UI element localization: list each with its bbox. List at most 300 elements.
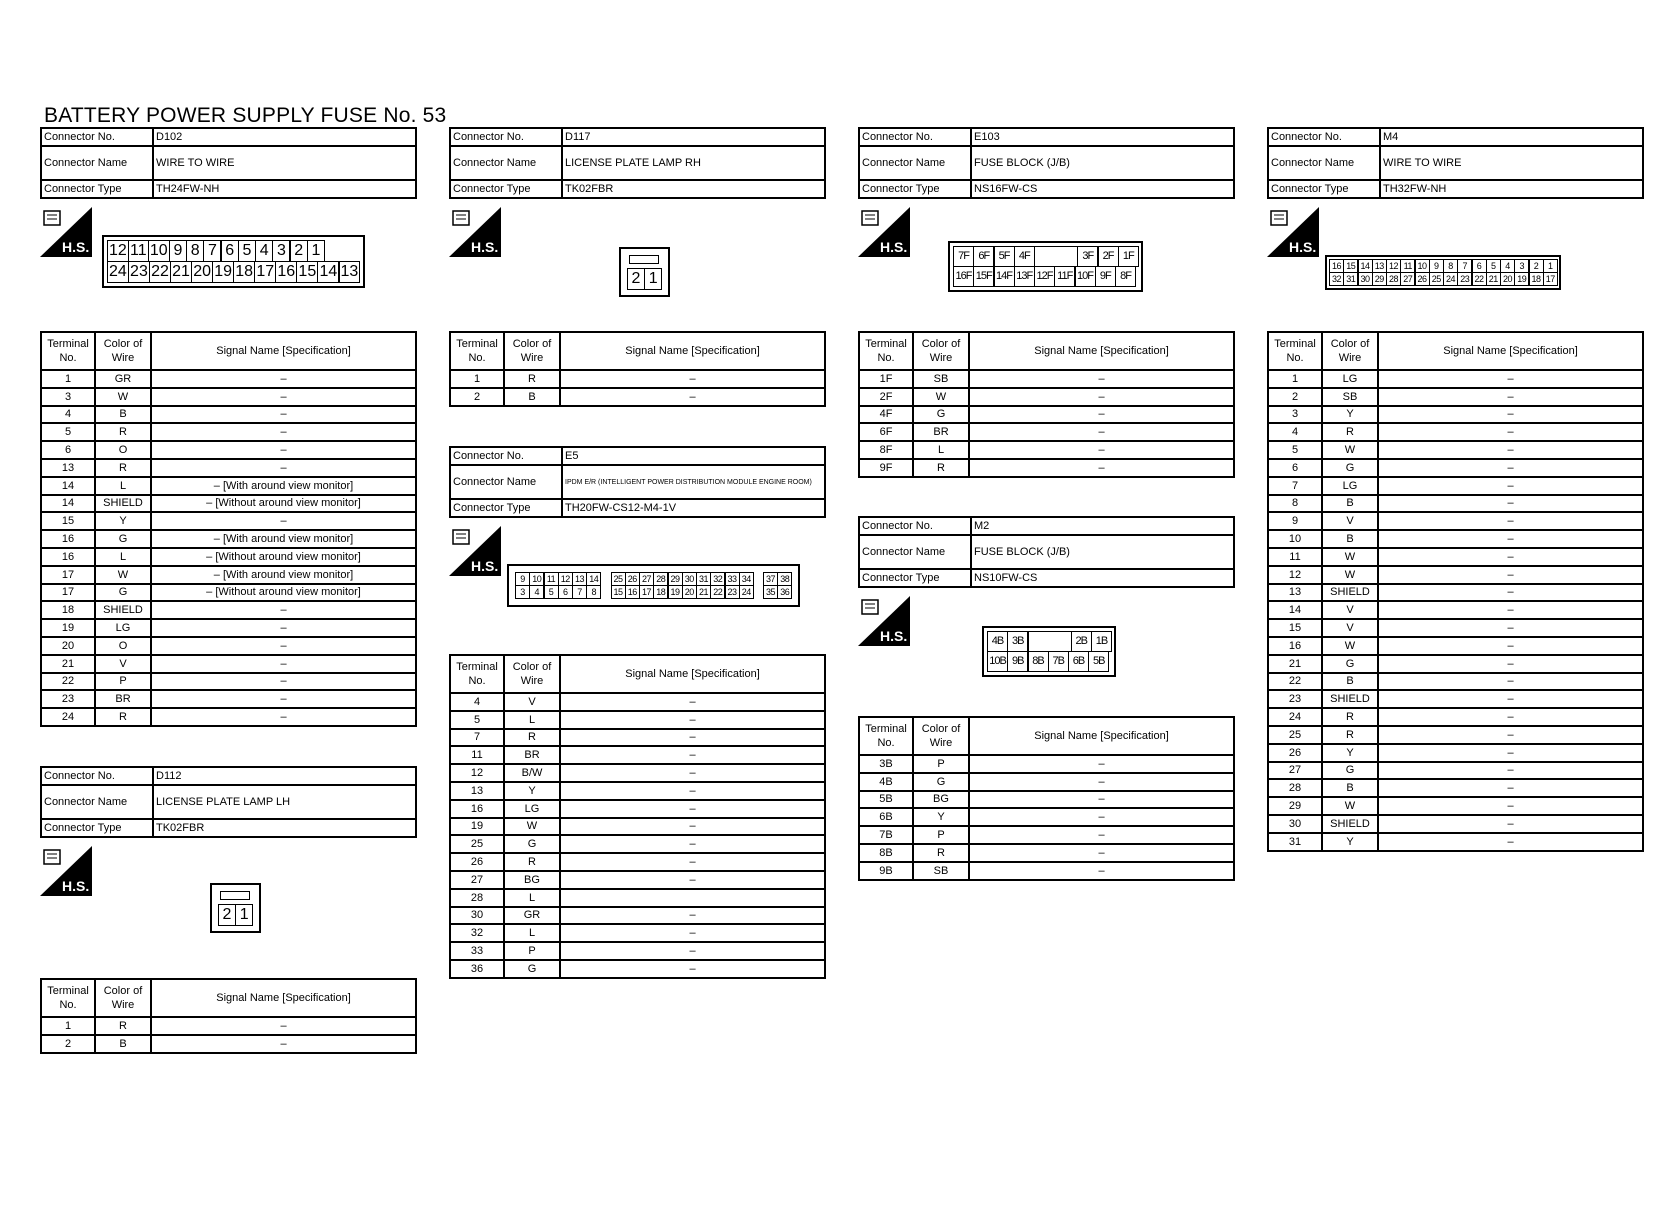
wire-color-cell: B xyxy=(95,406,151,424)
wire-color-cell: W xyxy=(504,818,560,836)
pin-cell: 7B xyxy=(1048,651,1069,672)
table-row xyxy=(41,459,416,477)
wire-color-cell: Y xyxy=(1322,833,1378,851)
wire-color-cell: P xyxy=(504,942,560,960)
wire-color-cell: Y xyxy=(913,808,969,826)
connector-block-m4 xyxy=(1267,127,1644,852)
wire-color-cell: Y xyxy=(1322,406,1378,424)
terminal-no-cell: 17 xyxy=(41,584,95,602)
wire-color-cell: BR xyxy=(504,746,560,764)
terminal-no-cell: 22 xyxy=(1268,673,1322,691)
pin-cell: 27 xyxy=(1400,272,1415,286)
pin-cell: 12F xyxy=(1034,266,1055,287)
table-row xyxy=(41,1035,416,1053)
pin-cell: 22 xyxy=(1472,272,1487,286)
terminal-no-cell: 19 xyxy=(41,619,95,637)
connector-no-label: Connector No. xyxy=(41,128,153,146)
wire-color-cell: BR xyxy=(913,423,969,441)
connector-type-label: Connector Type xyxy=(450,180,562,198)
face-row-bottom xyxy=(107,261,360,282)
connector-name-label: Connector Name xyxy=(1268,146,1380,180)
pin-cell: 17 xyxy=(1543,272,1558,286)
wire-color-cell: R xyxy=(95,708,151,726)
wire-color-cell: R xyxy=(95,1017,151,1035)
hs-label: H.S. xyxy=(471,558,499,574)
pin-cell: 10 xyxy=(529,572,544,586)
pin-cell: 3 xyxy=(272,240,290,262)
connector-no-label: Connector No. xyxy=(41,767,153,785)
pin-cell: 11 xyxy=(128,240,149,262)
connector-no-label: Connector No. xyxy=(859,517,971,535)
pin-cell: 32 xyxy=(710,572,725,586)
face-row-top xyxy=(1329,259,1557,272)
wire-color-cell: BG xyxy=(913,791,969,809)
connector-name-label: Connector Name xyxy=(41,785,153,819)
hs-label: H.S. xyxy=(471,239,499,255)
signal-name-cell: – xyxy=(969,370,1234,388)
wire-color-cell: V xyxy=(504,693,560,711)
face-top-right xyxy=(1077,246,1138,266)
table-row xyxy=(41,477,416,495)
face-row-top xyxy=(987,631,1111,651)
terminal-no-cell: 20 xyxy=(41,637,95,655)
terminal-no-cell: 18 xyxy=(41,601,95,619)
terminal-table-m2 xyxy=(858,716,1235,881)
signal-name-cell: – [With around view monitor] xyxy=(151,477,416,495)
terminal-no-cell: 6F xyxy=(859,423,913,441)
wire-color-cell: GR xyxy=(504,907,560,925)
connector-name-value: FUSE BLOCK (J/B) xyxy=(971,535,1234,569)
connector-face-d117 xyxy=(619,247,670,297)
terminal-no-cell: 9F xyxy=(859,459,913,477)
harness-side-icon xyxy=(1267,207,1319,257)
pin-cell: 26 xyxy=(625,572,640,586)
pin-cell: 2B xyxy=(1071,631,1092,652)
connector-name-value: WIRE TO WIRE xyxy=(153,146,416,180)
signal-name-cell: – xyxy=(969,388,1234,406)
table-row xyxy=(859,755,1234,773)
connector-no-value: M4 xyxy=(1380,128,1643,146)
wire-color-cell: Y xyxy=(95,512,151,530)
connector-no-label: Connector No. xyxy=(450,447,562,465)
connector-face-e5 xyxy=(507,564,800,607)
connector-name-value: WIRE TO WIRE xyxy=(1380,146,1643,180)
pin-cell: 1B xyxy=(1091,631,1112,652)
pin-cell: 14 xyxy=(317,261,339,283)
connector-info-table xyxy=(40,127,417,199)
signal-name-cell: – xyxy=(1378,530,1643,548)
terminal-no-header: Terminal No. xyxy=(1268,332,1322,370)
terminal-no-cell: 16 xyxy=(1268,637,1322,655)
terminal-no-cell: 5 xyxy=(1268,441,1322,459)
table-row xyxy=(41,601,416,619)
pin-cell: 24 xyxy=(739,585,754,599)
signal-name-cell: – xyxy=(1378,388,1643,406)
signal-name-header: Signal Name [Specification] xyxy=(560,655,825,693)
signal-name-cell: – xyxy=(560,835,825,853)
pin-cell: 16 xyxy=(275,261,297,283)
pin-cell: 16 xyxy=(1329,259,1344,273)
wire-color-cell: GR xyxy=(95,370,151,388)
face-row-bottom xyxy=(1329,272,1557,285)
terminal-no-cell: 9B xyxy=(859,862,913,880)
wire-color-cell: R xyxy=(504,729,560,747)
wire-color-cell: G xyxy=(504,835,560,853)
face-row-bottom-b xyxy=(611,585,754,598)
connector-no-label: Connector No. xyxy=(1268,128,1380,146)
connector-name-value: LICENSE PLATE LAMP RH xyxy=(562,146,825,180)
terminal-no-cell: 5 xyxy=(450,711,504,729)
signal-name-cell: – xyxy=(560,729,825,747)
signal-name-header: Signal Name [Specification] xyxy=(151,332,416,370)
pin-cell: 9 xyxy=(169,240,187,262)
terminal-no-cell: 25 xyxy=(450,835,504,853)
wire-color-cell: L xyxy=(504,924,560,942)
terminal-no-cell: 2 xyxy=(450,388,504,406)
table-row xyxy=(41,708,416,726)
wire-color-cell: SHIELD xyxy=(1322,690,1378,708)
connector-info-table xyxy=(858,516,1235,588)
terminal-no-header: Terminal No. xyxy=(859,717,913,755)
connector-no-value: D117 xyxy=(562,128,825,146)
pin-cell: 24 xyxy=(107,261,129,283)
wire-color-cell: L xyxy=(913,441,969,459)
table-row xyxy=(859,826,1234,844)
connector-type-value: TH24FW-NH xyxy=(153,180,416,198)
pin-cell: 3 xyxy=(515,585,530,599)
pin-cell: 7 xyxy=(1457,259,1472,273)
harness-side-icon xyxy=(40,207,92,257)
wire-color-cell: G xyxy=(95,530,151,548)
pin-cell: 4B xyxy=(987,631,1008,652)
table-row xyxy=(450,889,825,907)
pin-cell: 2F xyxy=(1098,246,1119,267)
table-row xyxy=(859,844,1234,862)
terminal-no-cell: 4 xyxy=(1268,423,1322,441)
table-row xyxy=(1268,495,1643,513)
terminal-no-cell: 30 xyxy=(450,907,504,925)
signal-name-cell: – xyxy=(151,655,416,673)
table-row xyxy=(859,370,1234,388)
table-row xyxy=(1268,673,1643,691)
table-row xyxy=(1268,370,1643,388)
table-row xyxy=(1268,566,1643,584)
harness-side-icon xyxy=(40,846,92,896)
wire-color-cell: SHIELD xyxy=(1322,815,1378,833)
pin-cell: 11F xyxy=(1054,266,1075,287)
pin-cell: 14 xyxy=(1358,259,1373,273)
harness-side-icon xyxy=(858,207,910,257)
wire-color-cell: SB xyxy=(1322,388,1378,406)
signal-name-cell: – xyxy=(1378,637,1643,655)
signal-name-cell: – xyxy=(560,764,825,782)
terminal-no-cell: 5B xyxy=(859,791,913,809)
terminal-no-cell: 28 xyxy=(1268,779,1322,797)
signal-name-cell: – xyxy=(1378,779,1643,797)
table-row xyxy=(1268,619,1643,637)
table-row xyxy=(450,924,825,942)
wire-color-cell: LG xyxy=(504,800,560,818)
wire-color-cell: L xyxy=(95,548,151,566)
table-row xyxy=(41,530,416,548)
table-row xyxy=(450,729,825,747)
latch-slot xyxy=(220,891,250,900)
pin-cell: 2 xyxy=(627,268,645,290)
wire-color-cell: R xyxy=(95,459,151,477)
terminal-no-cell: 2F xyxy=(859,388,913,406)
color-of-wire-header: Color of Wire xyxy=(1322,332,1378,370)
signal-name-cell: – xyxy=(969,862,1234,880)
wire-color-cell: R xyxy=(504,370,560,388)
table-row xyxy=(450,370,825,388)
connector-block-m2 xyxy=(858,516,1235,881)
terminal-no-cell: 24 xyxy=(41,708,95,726)
signal-name-cell: – xyxy=(1378,406,1643,424)
table-row xyxy=(41,441,416,459)
connector-type-label: Connector Type xyxy=(859,180,971,198)
signal-name-cell: – xyxy=(1378,744,1643,762)
wire-color-cell: Y xyxy=(504,782,560,800)
signal-name-cell: – xyxy=(969,441,1234,459)
pin-cell: 9B xyxy=(1007,651,1028,672)
signal-name-cell: – xyxy=(560,693,825,711)
signal-name-cell: – xyxy=(1378,495,1643,513)
table-row xyxy=(41,388,416,406)
connector-block-e5 xyxy=(449,446,826,979)
table-row xyxy=(41,584,416,602)
connector-info-table xyxy=(858,127,1235,199)
terminal-no-cell: 15 xyxy=(41,512,95,530)
terminal-no-cell: 2 xyxy=(1268,388,1322,406)
terminal-no-cell: 27 xyxy=(450,871,504,889)
wire-color-cell: SB xyxy=(913,370,969,388)
terminal-no-cell: 6 xyxy=(1268,459,1322,477)
face-row-top xyxy=(953,246,1138,266)
table-row xyxy=(1268,797,1643,815)
pin-cell: 19 xyxy=(212,261,234,283)
pin-cell: 27 xyxy=(639,572,654,586)
pin-cell: 5B xyxy=(1088,651,1109,672)
wire-color-cell: B xyxy=(504,388,560,406)
table-row xyxy=(1268,690,1643,708)
color-of-wire-header: Color of Wire xyxy=(913,332,969,370)
table-row xyxy=(450,711,825,729)
table-row xyxy=(1268,637,1643,655)
signal-name-cell: – xyxy=(151,1017,416,1035)
table-row xyxy=(1268,388,1643,406)
table-row xyxy=(41,566,416,584)
wire-color-cell: R xyxy=(1322,423,1378,441)
terminal-no-cell: 1 xyxy=(1268,370,1322,388)
terminal-no-cell: 7 xyxy=(450,729,504,747)
pin-cell: 8 xyxy=(186,240,204,262)
wire-color-cell: LG xyxy=(95,619,151,637)
harness-side-icon xyxy=(449,207,501,257)
pin-cell: 15 xyxy=(1343,259,1358,273)
pin-cell: 18 xyxy=(653,585,668,599)
table-row xyxy=(859,808,1234,826)
connector-no-value: E5 xyxy=(562,447,825,465)
signal-name-cell: – xyxy=(151,690,416,708)
pin-cell: 3B xyxy=(1007,631,1028,652)
pin-cell: 14F xyxy=(994,266,1015,287)
face-row-top-a xyxy=(515,572,601,585)
signal-name-cell: – xyxy=(1378,673,1643,691)
connector-name-value: IPDM E/R (INTELLIGENT POWER DISTRIBUTION MODULE ENGINE ROOM) xyxy=(562,465,825,499)
terminal-no-cell: 8B xyxy=(859,844,913,862)
pin-cell: 12 xyxy=(558,572,573,586)
table-row xyxy=(450,764,825,782)
terminal-no-cell: 11 xyxy=(450,746,504,764)
terminal-no-cell: 26 xyxy=(1268,744,1322,762)
face-row-top-b xyxy=(611,572,754,585)
table-row xyxy=(859,423,1234,441)
pin-cell: 22 xyxy=(149,261,171,283)
pin-cell: 21 xyxy=(696,585,711,599)
wire-color-cell: R xyxy=(95,423,151,441)
signal-name-cell: – xyxy=(969,459,1234,477)
table-row xyxy=(1268,708,1643,726)
signal-name-cell: – xyxy=(1378,708,1643,726)
terminal-no-cell: 31 xyxy=(1268,833,1322,851)
connector-no-value: D102 xyxy=(153,128,416,146)
terminal-no-header: Terminal No. xyxy=(41,979,95,1017)
pin-cell: 23 xyxy=(1457,272,1472,286)
pin-cell: 10 xyxy=(148,240,170,262)
wire-color-cell: G xyxy=(1322,762,1378,780)
terminal-no-cell: 19 xyxy=(450,818,504,836)
pin-cell: 4 xyxy=(529,585,544,599)
terminal-no-cell: 14 xyxy=(41,495,95,513)
table-row xyxy=(41,495,416,513)
pin-cell: 9 xyxy=(515,572,530,586)
signal-name-cell: – xyxy=(151,370,416,388)
signal-name-cell: – xyxy=(560,370,825,388)
pin-cell: 5 xyxy=(544,585,559,599)
terminal-table-e103 xyxy=(858,331,1235,478)
wire-color-cell: SHIELD xyxy=(95,495,151,513)
wire-color-cell: W xyxy=(1322,797,1378,815)
table-row xyxy=(41,1017,416,1035)
terminal-no-cell: 28 xyxy=(450,889,504,907)
terminal-no-cell: 4B xyxy=(859,773,913,791)
wire-color-cell: V xyxy=(95,655,151,673)
terminal-no-cell: 4F xyxy=(859,406,913,424)
table-row xyxy=(1268,815,1643,833)
terminal-no-cell: 16 xyxy=(41,530,95,548)
face-row-top xyxy=(107,240,360,261)
connector-type-label: Connector Type xyxy=(41,180,153,198)
connector-name-label: Connector Name xyxy=(859,146,971,180)
terminal-no-cell: 25 xyxy=(1268,726,1322,744)
wire-color-cell: P xyxy=(95,673,151,691)
connector-no-label: Connector No. xyxy=(450,128,562,146)
terminal-no-cell: 13 xyxy=(450,782,504,800)
wire-color-cell: R xyxy=(913,844,969,862)
wire-color-cell: Y xyxy=(1322,744,1378,762)
signal-name-header: Signal Name [Specification] xyxy=(151,979,416,1017)
wire-color-cell: V xyxy=(1322,601,1378,619)
color-of-wire-header: Color of Wire xyxy=(913,717,969,755)
terminal-no-cell: 26 xyxy=(450,853,504,871)
signal-name-cell: – xyxy=(969,844,1234,862)
table-row xyxy=(1268,584,1643,602)
pin-cell: 23 xyxy=(725,585,740,599)
signal-name-cell: – xyxy=(151,441,416,459)
pin-cell: 5 xyxy=(1486,259,1501,273)
pin-cell: 12 xyxy=(107,240,129,262)
table-row xyxy=(450,693,825,711)
wire-color-cell: W xyxy=(1322,548,1378,566)
wire-color-cell: W xyxy=(95,388,151,406)
terminal-no-cell: 13 xyxy=(1268,584,1322,602)
wire-color-cell: B xyxy=(1322,495,1378,513)
table-row xyxy=(1268,762,1643,780)
signal-name-cell: – xyxy=(1378,370,1643,388)
wire-color-cell: B/W xyxy=(504,764,560,782)
wire-color-cell: B xyxy=(1322,779,1378,797)
connector-type-label: Connector Type xyxy=(450,499,562,517)
wire-color-cell: G xyxy=(504,960,560,978)
table-row xyxy=(1268,406,1643,424)
table-row xyxy=(450,835,825,853)
pin-cell: 3F xyxy=(1077,246,1098,267)
wire-color-cell: G xyxy=(95,584,151,602)
pin-cell: 1 xyxy=(235,904,253,926)
terminal-no-cell: 9 xyxy=(1268,512,1322,530)
terminal-no-cell: 17 xyxy=(41,566,95,584)
pin-cell: 15F xyxy=(973,266,994,287)
pin-cell: 31 xyxy=(696,572,711,586)
signal-name-cell: – xyxy=(1378,762,1643,780)
wire-color-cell: G xyxy=(1322,655,1378,673)
terminal-no-cell: 3B xyxy=(859,755,913,773)
connector-name-label: Connector Name xyxy=(41,146,153,180)
pin-cell: 31 xyxy=(1343,272,1358,286)
pin-cell: 8 xyxy=(1443,259,1458,273)
wire-color-cell: P xyxy=(913,755,969,773)
terminal-no-cell: 36 xyxy=(450,960,504,978)
harness-side-icon xyxy=(858,596,910,646)
table-row xyxy=(450,960,825,978)
pin-cell: 10F xyxy=(1075,266,1096,287)
terminal-no-cell: 4 xyxy=(41,406,95,424)
connector-face-m2 xyxy=(982,626,1116,677)
table-row xyxy=(1268,512,1643,530)
terminal-no-header: Terminal No. xyxy=(450,332,504,370)
pin-cell: 2 xyxy=(218,904,236,926)
face-row-bottom xyxy=(953,266,1138,286)
pin-cell: 3 xyxy=(1514,259,1529,273)
pin-cell: 37 xyxy=(763,572,778,586)
wire-color-cell: O xyxy=(95,441,151,459)
table-row xyxy=(859,773,1234,791)
terminal-no-cell: 30 xyxy=(1268,815,1322,833)
signal-name-cell: – xyxy=(969,826,1234,844)
signal-name-cell: – [With around view monitor] xyxy=(151,530,416,548)
connector-info-table xyxy=(40,766,417,838)
terminal-no-cell: 29 xyxy=(1268,797,1322,815)
wire-color-cell: LG xyxy=(1322,477,1378,495)
connector-name-label: Connector Name xyxy=(859,535,971,569)
connector-type-value: TK02FBR xyxy=(153,819,416,837)
pin-cell: 5 xyxy=(238,240,256,262)
pin-cell: 7 xyxy=(572,585,587,599)
connector-info-table xyxy=(1267,127,1644,199)
signal-name-cell: – xyxy=(1378,459,1643,477)
pin-cell: 2 xyxy=(1529,259,1544,273)
wire-color-cell: V xyxy=(1322,512,1378,530)
